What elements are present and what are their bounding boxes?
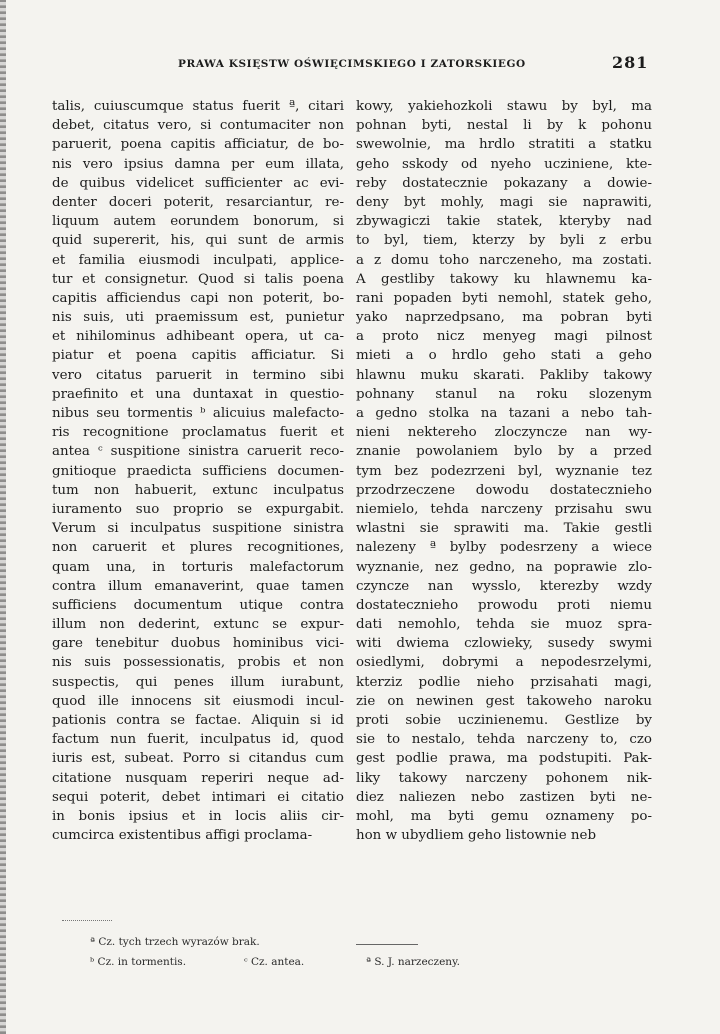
latin-text-line: quod ille innocens sit eiusmodi incul- bbox=[52, 693, 344, 709]
latin-text-line: nis suis, uti praemissum est, punietur bbox=[52, 310, 344, 326]
latin-text-line: iuramento suo proprio se expurgabit. bbox=[52, 501, 344, 517]
latin-text-line: factum nun fuerit, inculpatus id, quod bbox=[52, 732, 344, 748]
latin-text-line: capitis afficiendus capi non poterit, bo- bbox=[52, 290, 344, 306]
latin-text-line: nibus seu tormentis ᵇ alicuius malefacto- bbox=[52, 406, 344, 421]
latin-text-line: sequi poterit, debet intimari ei citatio bbox=[52, 789, 344, 805]
polish-text-line: tym bez podezrzeni byl, wyznanie tez bbox=[356, 463, 652, 479]
latin-text-line: cumcirca existentibus affigi proclama- bbox=[52, 828, 313, 844]
polish-text-line: sie to nestalo, tehda narczeny to, czo bbox=[356, 732, 652, 748]
latin-text-line: quid supererit, his, qui sunt de armis bbox=[52, 233, 344, 249]
polish-text-line: znanie powolaniem bylo by a przed bbox=[356, 444, 652, 460]
latin-text-line: denter doceri poterit, resarciantur, re- bbox=[52, 194, 344, 210]
polish-text-line: diez naliezen nebo zastizen byti ne- bbox=[356, 789, 652, 805]
latin-text-line: quam una, in torturis malefactorum bbox=[52, 559, 344, 575]
latin-text-line: tur et consignetur. Quod si talis poena bbox=[52, 271, 344, 287]
polish-text-line: czyncze nan wysslo, kterezby wzdy bbox=[356, 578, 652, 594]
latin-text-line: gare tenebitur duobus hominibus vici- bbox=[52, 636, 344, 652]
polish-text-line: witi dwiema czlowieky, susedy swymi bbox=[356, 636, 652, 652]
polish-text-line: kterziz podlie nieho przisahati magi, bbox=[356, 674, 652, 690]
latin-text-line: iuris est, subeat. Porro si citandus cum bbox=[52, 751, 344, 767]
polish-text-line: wlastni sie sprawiti ma. Takie gestli bbox=[356, 521, 652, 537]
polish-text-line: wyznanie, nez gedno, na poprawie zlo- bbox=[356, 559, 652, 575]
running-title: PRAWA KSIĘSTW OŚWIĘCIMSKIEGO I ZATORSKIEGO bbox=[178, 58, 526, 70]
latin-text-line: talis, cuiuscumque status fuerit ª, citari bbox=[52, 99, 344, 114]
polish-text-line: a proto nicz menyeg magi pilnost bbox=[356, 329, 652, 345]
polish-text-line: mohl, ma byti gemu oznameny po- bbox=[356, 808, 652, 824]
latin-text-line: nis vero ipsius damna per eum illata, bbox=[52, 156, 344, 172]
footnote-separator-right bbox=[356, 944, 418, 945]
page-number: 281 bbox=[612, 53, 649, 72]
latin-text-line: praefinito et una duntaxat in questio- bbox=[52, 386, 344, 402]
polish-text-line: to byl, tiem, kterzy by byli z erbu bbox=[356, 233, 652, 249]
polish-text-line: swewolnie, ma hrdlo stratiti a statku bbox=[356, 137, 652, 153]
latin-text-line: citatione nusquam reperiri neque ad- bbox=[52, 770, 344, 786]
footnote-a-right: ª S. J. narzeczeny. bbox=[366, 956, 460, 968]
footnote-b-left: ᵇ Cz. in tormentis. bbox=[90, 956, 187, 968]
latin-text-line: nis suis possessionatis, probis et non bbox=[52, 655, 344, 671]
latin-text-line: et familia eiusmodi inculpati, applice- bbox=[52, 252, 344, 268]
polish-text-line: kowy, yakiehozkoli stawu by byl, ma bbox=[356, 99, 652, 114]
polish-text-line: hon w ubydliem geho listownie neb bbox=[356, 828, 597, 844]
polish-text-line: proti sobie uczinienemu. Gestlize by bbox=[356, 713, 652, 728]
footnote-c-left: ᶜ Cz. antea. bbox=[244, 956, 305, 968]
polish-text-line: mieti a o hrdlo geho stati a geho bbox=[356, 348, 652, 364]
polish-text-line: niemielo, tehda narczeny przisahu swu bbox=[356, 501, 652, 517]
footnote-a-left: ª Cz. tych trzech wyrazów brak. bbox=[90, 936, 260, 948]
polish-text-line: zie on newinen gest takoweho naroku bbox=[356, 693, 652, 709]
polish-text-line: a gedno stolka na tazani a nebo tah- bbox=[356, 406, 652, 421]
page-binding-edge bbox=[0, 0, 6, 1034]
polish-text-line: dostatecznieho prowodu proti niemu bbox=[356, 597, 652, 613]
polish-text-line: yako naprzedpsano, ma pobran byti bbox=[356, 310, 652, 326]
polish-text-line: przodrzeczene dowodu dostatecznieho bbox=[356, 482, 652, 498]
latin-text-line: non caruerit et plures recognitiones, bbox=[52, 540, 344, 556]
polish-text-line: nieni nektereho zloczyncze nan wy- bbox=[356, 425, 652, 441]
polish-text-line: osiedlymi, dobrymi a nepodesrzelymi, bbox=[356, 655, 652, 671]
latin-text-line: sufficiens documentum utique contra bbox=[52, 597, 344, 613]
polish-text-line: rani popaden byti nemohl, statek geho, bbox=[356, 290, 652, 306]
latin-text-line: vero citatus paruerit in termino sibi bbox=[52, 367, 344, 383]
polish-text-line: pohnany stanul na roku slozenym bbox=[356, 386, 652, 402]
latin-text-line: paruerit, poena capitis afficiatur, de bo- bbox=[52, 137, 344, 153]
polish-text-line: deny byt mohly, magi sie naprawiti, bbox=[356, 194, 652, 210]
latin-text-line: et nihilominus adhibeant opera, ut ca- bbox=[52, 329, 344, 345]
latin-text-line: debet, citatus vero, si contumaciter non bbox=[52, 118, 344, 134]
latin-text-line: de quibus videlicet sufficienter ac evi- bbox=[52, 175, 344, 191]
polish-text-line: a z domu toho narczeneho, ma zostati. bbox=[356, 252, 652, 268]
latin-text-line: piatur et poena capitis afficiatur. Si bbox=[52, 348, 344, 364]
polish-text-line: pohnan byti, nestal li by k pohonu bbox=[356, 118, 652, 134]
latin-text-line: tum non habuerit, extunc inculpatus bbox=[52, 482, 344, 498]
footnote-separator-left bbox=[62, 920, 112, 921]
polish-text-line: gest podlie prawa, ma podstupiti. Pak- bbox=[356, 751, 652, 767]
latin-text-line: ris recognitione proclamatus fuerit et bbox=[52, 425, 344, 441]
latin-text-line: Verum si inculpatus suspitione sinistra bbox=[52, 521, 344, 537]
latin-text-line: in bonis ipsius et in locis aliis cir- bbox=[52, 808, 344, 824]
polish-text-column bbox=[356, 97, 652, 845]
polish-text-line: zbywagiczi takie statek, kteryby nad bbox=[356, 214, 652, 230]
latin-text-line: suspectis, qui penes illum iurabunt, bbox=[52, 674, 344, 690]
latin-text-line: contra illum emanaverint, quae tamen bbox=[52, 578, 344, 594]
polish-text-line: geho sskody od nyeho uczinienе, kte- bbox=[356, 156, 652, 172]
polish-text-line: hlawnu muku skarati. Pakliby takowy bbox=[356, 367, 652, 383]
latin-text-line: antea ᶜ suspitione sinistra caruerit reco- bbox=[52, 444, 344, 460]
polish-text-line: reby dostatecznie pokazany a dowie- bbox=[356, 175, 652, 191]
polish-text-line: liky takowy narczeny pohonem nik- bbox=[356, 770, 652, 786]
latin-text-line: liquum autem eorundem bonorum, si bbox=[52, 214, 344, 230]
latin-text-line: gnitioque praedicta sufficiens documen- bbox=[52, 463, 344, 479]
latin-text-line: pationis contra se factae. Aliquin si id bbox=[52, 713, 344, 728]
polish-text-line: A gestliby takowy ku hlawnemu ka- bbox=[356, 271, 652, 287]
polish-text-line: nalezeny ª bylby podesrzeny a wiece bbox=[356, 540, 652, 556]
latin-text-line: illum non dederint, extunc se expur- bbox=[52, 617, 344, 633]
polish-text-line: dati nemohlo, tehda sie muoz spra- bbox=[356, 617, 652, 633]
latin-text-column bbox=[52, 97, 344, 845]
